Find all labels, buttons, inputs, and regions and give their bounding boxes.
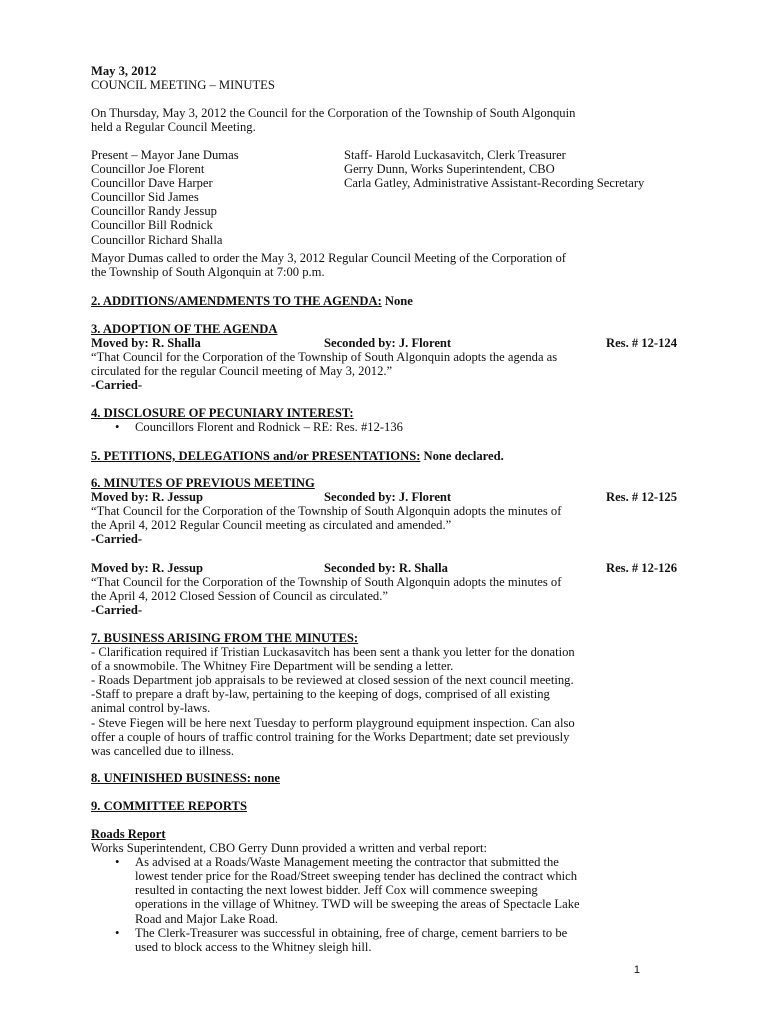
- bullet-item: [91, 855, 691, 925]
- staff-member: Staff- Harold Luckasavitch, Clerk Treasurer: [344, 148, 566, 162]
- motion-text: “That Council for the Corporation of the Township of South Algonquin adopts the minutes of: [91, 504, 562, 519]
- attendee: Present – Mayor Jane Dumas: [91, 148, 239, 162]
- motion-row: [91, 336, 691, 350]
- intro-line: On Thursday, May 3, 2012 the Council for the Corporation of the Township of South Algonquin: [91, 106, 576, 120]
- bullet-item: [91, 926, 691, 954]
- moved-by: Moved by: R. Jessup: [91, 561, 203, 575]
- call-to-order-line: Mayor Dumas called to order the May 3, 2012 Regular Council Meeting of the Corporation of: [91, 251, 566, 265]
- section-adoption-agenda: [91, 322, 691, 392]
- seconded-by: Seconded by: J. Florent: [324, 490, 452, 505]
- bullet-text: resulted in contacting the next lowest bidder. Jeff Cox will commence sweeping: [135, 883, 538, 898]
- resolution-number: Res. # 12-124: [605, 336, 677, 351]
- carried-label: -Carried-: [91, 532, 143, 547]
- section-heading: 4. DISCLOSURE OF PECUNIARY INTEREST:: [91, 406, 354, 420]
- section-heading: 6. MINUTES OF PREVIOUS MEETING: [91, 476, 315, 490]
- section-committee-reports: [91, 799, 691, 813]
- business-line: offer a couple of hours of traffic control training for the Works Department; date set previously: [91, 729, 570, 744]
- business-line: - Clarification required if Tristian Luckasavitch has been sent a thank you letter for the donation: [91, 645, 575, 660]
- bullet-text: Councillors Florent and Rodnick – RE: Res. #12-136: [135, 420, 403, 435]
- page-number: 1: [633, 964, 640, 976]
- section-business-arising: [91, 631, 691, 758]
- call-to-order-line: the Township of South Algonquin at 7:00 p.m.: [91, 265, 325, 280]
- document-title: COUNCIL MEETING – MINUTES: [91, 78, 275, 93]
- business-line: -Staff to prepare a draft by-law, pertaining to the keeping of dogs, comprised of all existing: [91, 687, 550, 702]
- section-heading: 3. ADOPTION OF THE AGENDA: [91, 322, 278, 336]
- section-heading: 8. UNFINISHED BUSINESS: none: [91, 771, 280, 785]
- resolution-number: Res. # 12-126: [605, 561, 677, 575]
- attendee: Councillor Joe Florent: [91, 162, 205, 177]
- bullet-text: The Clerk-Treasurer was successful in obtaining, free of charge, cement barriers to be: [135, 925, 568, 940]
- bullet-text: As advised at a Roads/Waste Management meeting the contractor that submitted the: [135, 855, 559, 870]
- bullet-text: lowest tender price for the Road/Street sweeping tender has declined the contract which: [135, 869, 578, 884]
- moved-by: Moved by: R. Shalla: [91, 336, 201, 351]
- section-heading-tail: None: [381, 294, 413, 308]
- intro-line: held a Regular Council Meeting.: [91, 120, 256, 135]
- roads-intro: Works Superintendent, CBO Gerry Dunn provided a written and verbal report:: [91, 841, 487, 856]
- call-to-order: [91, 251, 691, 279]
- attendee: Councillor Sid James: [91, 190, 199, 205]
- header-block: [91, 64, 691, 92]
- seconded-by: Seconded by: J. Florent: [324, 336, 452, 351]
- section-additions: [91, 294, 691, 308]
- attendee: Councillor Richard Shalla: [91, 232, 223, 247]
- bullet-icon: •: [115, 420, 120, 435]
- motion-row: [91, 561, 691, 575]
- motion-row: [91, 490, 691, 504]
- business-line: - Roads Department job appraisals to be reviewed at closed session of the next council meeting.: [91, 673, 574, 688]
- section-heading-tail: None declared.: [420, 449, 504, 463]
- moved-by: Moved by: R. Jessup: [91, 490, 203, 505]
- bullet-icon: •: [115, 855, 120, 870]
- business-line: animal control by-laws.: [91, 701, 211, 716]
- section-petitions: [91, 449, 691, 463]
- motion-text: the April 4, 2012 Closed Session of Council as circulated.”: [91, 589, 388, 604]
- section-pecuniary-interest: [91, 406, 691, 434]
- attendee: Councillor Dave Harper: [91, 176, 213, 191]
- carried-label: -Carried-: [91, 378, 143, 393]
- roads-report: [91, 827, 691, 954]
- business-line: - Steve Fiegen will be here next Tuesday to perform playground equipment inspection. Can also: [91, 715, 575, 730]
- staff-attendance-list: [344, 148, 644, 190]
- attendee: Councillor Bill Rodnick: [91, 218, 213, 233]
- staff-member: Gerry Dunn, Works Superintendent, CBO: [344, 162, 555, 177]
- section-previous-minutes: [91, 476, 691, 546]
- intro-paragraph: [91, 106, 691, 134]
- seconded-by: Seconded by: R. Shalla: [324, 561, 448, 575]
- motion-text: “That Council for the Corporation of the Township of South Algonquin adopts the minutes of: [91, 575, 562, 589]
- section-heading: 2. ADDITIONS/AMENDMENTS TO THE AGENDA:: [91, 294, 382, 308]
- bullet-item: [91, 420, 691, 434]
- section-heading: 7. BUSINESS ARISING FROM THE MINUTES:: [91, 631, 359, 645]
- bullet-text: operations in the village of Whitney. TWD will be sweeping the areas of Spectacle Lake: [135, 897, 580, 912]
- section-heading: 9. COMMITTEE REPORTS: [91, 799, 247, 813]
- section-heading: 5. PETITIONS, DELEGATIONS and/or PRESENTATIONS:: [91, 449, 421, 463]
- bullet-icon: •: [115, 925, 120, 940]
- motion-block: [91, 561, 691, 617]
- business-line: of a snowmobile. The Whitney Fire Department will be sending a letter.: [91, 659, 454, 674]
- section-unfinished-business: [91, 771, 691, 785]
- attendee: Councillor Randy Jessup: [91, 204, 217, 219]
- resolution-number: Res. # 12-125: [605, 490, 677, 505]
- carried-label: -Carried-: [91, 603, 143, 618]
- motion-text: “That Council for the Corporation of the Township of South Algonquin adopts the agenda as: [91, 350, 558, 365]
- bullet-text: used to block access to the Whitney sleigh hill.: [135, 939, 372, 954]
- bullet-text: Road and Major Lake Road.: [135, 911, 279, 926]
- subsection-heading: Roads Report: [91, 827, 166, 841]
- business-line: was cancelled due to illness.: [91, 743, 235, 758]
- meeting-date: May 3, 2012: [91, 64, 157, 78]
- motion-text: the April 4, 2012 Regular Council meeting as circulated and amended.”: [91, 518, 452, 533]
- motion-text: circulated for the regular Council meeting of May 3, 2012.”: [91, 364, 393, 379]
- staff-member: Carla Gatley, Administrative Assistant-Recording Secretary: [344, 176, 645, 191]
